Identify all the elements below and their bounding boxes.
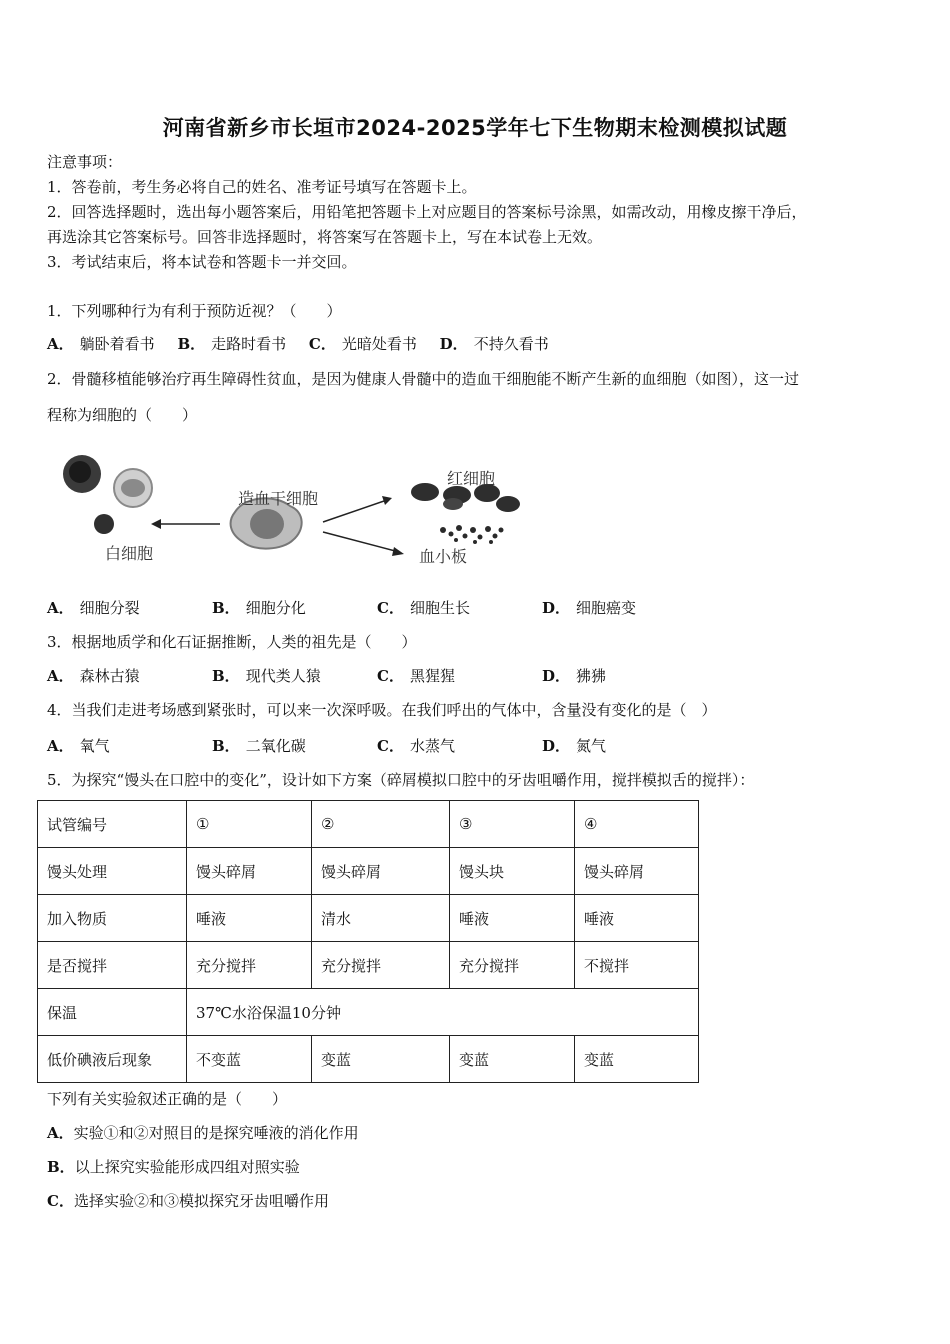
option-b[interactable]: B． 二氧化碳 [212,737,306,755]
table-cell: 低价碘液后现象 [38,1036,187,1083]
table-cell: 馒头碎屑 [312,848,450,895]
option-b[interactable]: B． 现代类人猿 [212,667,321,685]
option-a[interactable]: A． 森林古猿 [47,667,140,685]
option-d[interactable]: D． 细胞癌变 [542,599,637,617]
notice-item: 再选涂其它答案标号。回答非选择题时，将答案写在答题卡上，写在本试卷上无效。 [47,228,603,246]
white-cell-label: 白细胞 [105,544,154,563]
option-b[interactable]: B． 细胞分化 [212,599,306,617]
table-cell: 馒头碎屑 [575,848,699,895]
option-a[interactable]: A． 氧气 [47,737,110,755]
option-a[interactable]: A． 躺卧着看书 [47,335,155,353]
table-cell: 是否搅拌 [38,942,187,989]
table-cell: 馒头碎屑 [187,848,312,895]
question-2-stem: 2．骨髓移植能够治疗再生障碍性贫血，是因为健康人骨髓中的造血干细胞能不断产生新的血细胞（如图），这一过 [47,370,800,388]
option-c[interactable]: C． 水蒸气 [377,737,455,755]
table-row [38,1036,699,1083]
table-cell: 唾液 [450,895,575,942]
table-cell: 充分搅拌 [187,942,312,989]
table-cell: 不变蓝 [187,1036,312,1083]
option-c[interactable]: C． 光暗处看书 [308,335,417,353]
page-title: 河南省新乡市长垣市2024-2025学年七下生物期末检测模拟试题 [162,116,788,140]
table-row [38,848,699,895]
platelet-label: 血小板 [419,547,468,566]
table-cell: ③ [450,801,575,848]
question-1-options [47,334,549,354]
table-cell: 馒头块 [450,848,575,895]
notice-item: 3．考试结束后，将本试卷和答题卡一并交回。 [47,253,357,271]
question-5-stem: 5．为探究“馒头在口腔中的变化”，设计如下方案（碎屑模拟口腔中的牙齿咀嚼作用，搅拌模拟舌的搅拌）： [47,771,755,789]
option-a[interactable]: A． 细胞分裂 [47,599,140,617]
table-cell: 唾液 [187,895,312,942]
notice-heading: 注意事项： [47,153,123,171]
option-b[interactable]: B． 走路时看书 [177,335,287,353]
experiment-table [37,800,699,1083]
platelet-graphic [440,525,504,544]
table-cell: 保温 [38,989,187,1036]
question-5-followup: 下列有关实验叙述正确的是（ ） [47,1090,288,1108]
notice-item: 2．回答选择题时，选出每小题答案后，用铅笔把答题卡上对应题目的答案标号涂黑，如需改动，用橡皮擦干净后， [47,203,807,221]
option-d[interactable]: D． 氮气 [542,737,607,755]
table-cell: 充分搅拌 [312,942,450,989]
table-cell: ① [187,801,312,848]
table-row [38,895,699,942]
stem-cell-label: 造血干细胞 [238,489,319,508]
red-cell-graphic [411,483,439,501]
blood-cell-figure [55,446,535,576]
notice-item: 1．答卷前，考生务必将自己的姓名、准考证号填写在答题卡上。 [47,178,477,196]
option-a[interactable]: A．实验①和②对照目的是探究唾液的消化作用 [47,1124,359,1142]
table-cell: 充分搅拌 [450,942,575,989]
question-3-stem: 3．根据地质学和化石证据推断，人类的祖先是（ ） [47,633,417,651]
option-c[interactable]: C．选择实验②和③模拟探究牙齿咀嚼作用 [47,1192,329,1210]
option-d[interactable]: D． 不持久看书 [439,335,549,353]
question-4-stem: 4．当我们走进考场感到紧张时，可以来一次深呼吸。在我们呼出的气体中，含量没有变化的是（ ） [47,701,717,719]
table-cell: 加入物质 [38,895,187,942]
table-row [38,989,699,1036]
table-cell: 变蓝 [312,1036,450,1083]
table-cell: 试管编号 [38,801,187,848]
question-2-stem: 程称为细胞的（ ） [47,406,198,424]
table-row [38,942,699,989]
table-cell: 清水 [312,895,450,942]
table-cell: 唾液 [575,895,699,942]
table-cell: 不搅拌 [575,942,699,989]
table-cell: ④ [575,801,699,848]
table-cell: 37℃水浴保温10分钟 [187,989,699,1036]
option-d[interactable]: D． 狒狒 [542,667,607,685]
table-cell: 变蓝 [450,1036,575,1083]
option-c[interactable]: C． 细胞生长 [377,599,470,617]
option-c[interactable]: C． 黑猩猩 [377,667,455,685]
table-cell: 变蓝 [575,1036,699,1083]
table-cell: ② [312,801,450,848]
red-cell-label: 红细胞 [447,469,496,488]
option-b[interactable]: B．以上探究实验能形成四组对照实验 [47,1158,300,1176]
table-cell: 馒头处理 [38,848,187,895]
table-header-row [38,801,699,848]
question-1-stem: 1．下列哪种行为有利于预防近视？（ ） [47,302,342,320]
